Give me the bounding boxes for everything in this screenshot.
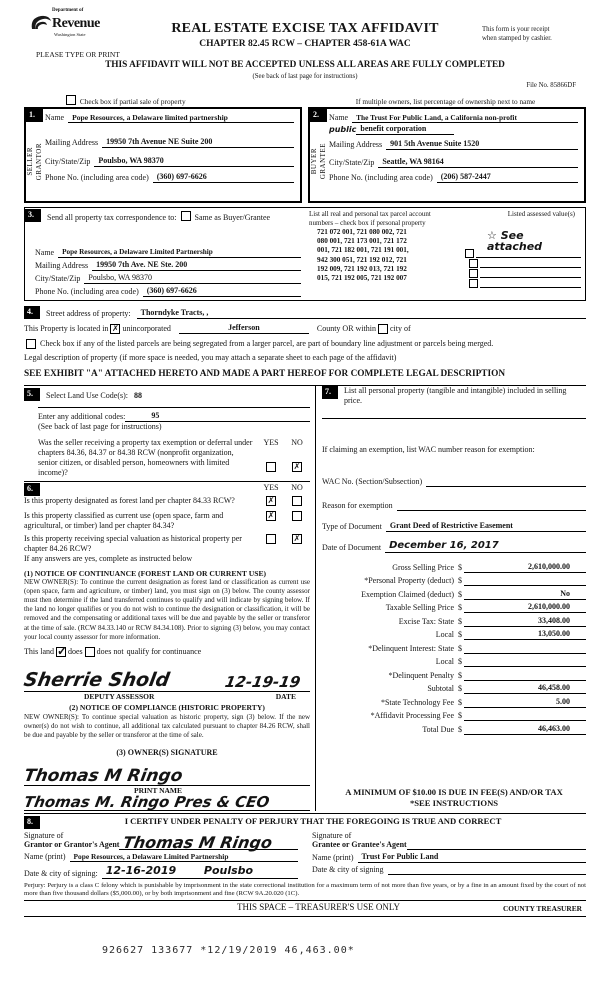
buyer-name-handwritten-public: public bbox=[329, 125, 357, 135]
print-name-handwritten[interactable]: Thomas M. Ringo Pres & CEO bbox=[22, 793, 271, 812]
buyer-side-label-2: GRANTEE bbox=[318, 143, 327, 180]
dollar-sign: $ bbox=[458, 643, 462, 653]
does-label: does bbox=[68, 646, 83, 656]
section8-badge: 8. bbox=[24, 816, 40, 829]
minimum-fee-note-line1: A MINIMUM OF $10.00 IS DUE IN FEE(S) AND/OR TAX bbox=[345, 786, 563, 797]
taxable-selling-price-value[interactable]: 2,610,000.00 bbox=[464, 602, 586, 613]
grantee-name-print-label: Name (print) bbox=[312, 852, 354, 862]
land-use-code-value[interactable]: 88 bbox=[133, 390, 142, 400]
land-use-label: Select Land Use Code(s): bbox=[46, 390, 128, 400]
s3-mailing-label: Mailing Address bbox=[35, 261, 89, 270]
treasurer-stamp: 926627 133677 *12/19/2019 46,463.00* bbox=[102, 944, 355, 956]
dollar-sign: $ bbox=[458, 724, 462, 734]
located-in-label: This Property is located in bbox=[24, 324, 109, 333]
excise-tax-state-value[interactable]: 33,408.00 bbox=[464, 616, 586, 627]
parcel-numbers bbox=[317, 228, 467, 284]
total-due-value[interactable]: 46,463.00 bbox=[464, 724, 586, 735]
exemption-yes-checkbox[interactable] bbox=[266, 462, 276, 472]
receipt-note-line2: when stamped by cashier. bbox=[482, 34, 552, 42]
buyer-csz-label: City/State/Zip bbox=[329, 158, 375, 168]
grantor-date-city-label: Date & city of signing: bbox=[24, 868, 98, 878]
deputy-assessor-signature[interactable]: Sherrie Shold bbox=[22, 668, 172, 691]
parcel-line: 942 300 051, 721 192 012, 721 bbox=[317, 255, 407, 264]
does-not-checkbox[interactable] bbox=[85, 647, 95, 657]
parcel-line: 080 001, 721 173 001, 721 172 bbox=[317, 236, 407, 245]
dollar-sign: $ bbox=[458, 576, 462, 586]
buyer-phone-label: Phone No. (including area code) bbox=[329, 173, 433, 183]
tax-correspondence-row bbox=[41, 209, 270, 223]
personal-property-deduct-value[interactable] bbox=[464, 585, 586, 586]
seller-phone-value[interactable]: (360) 697-6626 bbox=[153, 172, 294, 183]
qualify-row bbox=[24, 643, 310, 658]
dollar-sign: $ bbox=[458, 603, 462, 613]
amount-label: Gross Selling Price bbox=[392, 562, 454, 572]
personal-property-checkbox[interactable] bbox=[465, 249, 474, 258]
grantor-sig-label1: Signature of bbox=[24, 831, 64, 841]
state-technology-fee-value[interactable]: 5.00 bbox=[464, 697, 586, 708]
buyer-grantee-box bbox=[308, 107, 586, 203]
assessed-values-label: Listed assessed value(s) bbox=[507, 210, 575, 218]
assessed-value-line[interactable] bbox=[476, 257, 581, 258]
delinquent-penalty-value[interactable] bbox=[464, 680, 586, 681]
delinquent-interest-local-value[interactable] bbox=[464, 666, 586, 667]
grantor-date-handwritten[interactable]: 12-16-2019 bbox=[102, 864, 200, 879]
grantor-signature[interactable]: Thomas M Ringo bbox=[121, 832, 275, 852]
logo-revenue-wordmark bbox=[30, 14, 140, 32]
county-treasurer-label: COUNTY TREASURER bbox=[502, 904, 582, 914]
affidavit-processing-fee-value[interactable] bbox=[464, 720, 586, 721]
unincorporated-label: unincorporated bbox=[122, 324, 171, 333]
logo-revenue-text: Revenue bbox=[52, 15, 100, 31]
parcel-note-line1: List all real and personal tax parcel account bbox=[309, 210, 431, 218]
seller-name-label: Name bbox=[45, 113, 65, 123]
no-header: NO bbox=[291, 437, 303, 447]
seller-csz-label: City/State/Zip bbox=[45, 157, 91, 167]
county-or-label: County OR within bbox=[316, 324, 376, 333]
s3-name-label: Name bbox=[35, 248, 55, 257]
owners-signature-label: (3) OWNER(S) SIGNATURE bbox=[116, 747, 218, 757]
grantee-sig-label1: Signature of bbox=[312, 831, 352, 841]
section3-box bbox=[24, 207, 586, 301]
buyer-phone-value[interactable]: (206) 587-2447 bbox=[437, 172, 578, 183]
wac-no-label: WAC No. (Section/Subsection) bbox=[322, 476, 423, 486]
additional-codes-label: Enter any additional codes: bbox=[38, 411, 126, 421]
this-land-label: This land bbox=[24, 646, 54, 656]
s3-mailing-value[interactable]: 19950 7th Ave. NE Ste. 200 bbox=[92, 260, 301, 271]
dollar-sign: $ bbox=[458, 670, 462, 680]
grantor-name-print-value[interactable]: Pope Resources, a Delaware Limited Partnership bbox=[70, 852, 298, 862]
does-checkbox[interactable]: ✓ bbox=[57, 643, 68, 658]
see-attached-handwriting: ☆ See attached bbox=[487, 229, 543, 253]
historic-yes-checkbox[interactable] bbox=[266, 534, 276, 544]
buyer-side-label-1: BUYER bbox=[309, 148, 318, 175]
date-label: DATE bbox=[275, 691, 296, 701]
gross-selling-price-value[interactable]: 2,610,000.00 bbox=[464, 562, 586, 573]
same-as-buyer-checkbox[interactable] bbox=[181, 211, 191, 221]
s3-phone-label: Phone No. (including area code) bbox=[35, 287, 139, 296]
grantee-signing-block bbox=[312, 831, 586, 878]
doc-type-value[interactable]: Grant Deed of Restrictive Easement bbox=[386, 521, 586, 532]
if-yes-note: If any answers are yes, complete as instructed below bbox=[24, 553, 193, 563]
current-use-yes-checkbox[interactable]: ✗ bbox=[267, 510, 275, 520]
qualify-label: qualify for continuance bbox=[126, 646, 202, 656]
buyer-name-label: Name bbox=[329, 113, 349, 123]
grantor-sig-label2: Grantor or Grantor's Agent bbox=[24, 840, 120, 850]
amount-label: *Personal Property (deduct) bbox=[364, 576, 454, 586]
does-not-label: does not bbox=[96, 646, 124, 656]
treasurer-space-label: THIS SPACE – TREASURER'S USE ONLY bbox=[236, 902, 400, 913]
s6-yes-header: YES bbox=[263, 482, 279, 492]
amount-label: *State Technology Fee bbox=[380, 697, 454, 707]
parcel-line: 015, 721 192 005, 721 192 007 bbox=[317, 274, 407, 283]
amount-label: Excise Tax: State bbox=[398, 616, 454, 626]
receipt-note-line1: This form is your receipt bbox=[482, 26, 550, 33]
s3-name-value[interactable]: Pope Resources, a Delaware Limited Partnership bbox=[58, 248, 301, 258]
segregated-checkbox[interactable] bbox=[26, 339, 36, 349]
delinquent-interest-state-value[interactable] bbox=[464, 653, 586, 654]
send-correspondence-label: Send all property tax correspondence to: bbox=[47, 213, 177, 222]
legal-description-label: Legal description of property (if more space is needed, you may attach a separate sheet to each page of the affidavit) bbox=[24, 353, 397, 362]
city-of-label: city of bbox=[390, 324, 411, 333]
revenue-swoosh-icon bbox=[30, 14, 52, 32]
dollar-sign: $ bbox=[458, 616, 462, 626]
section1-badge: 1. bbox=[26, 109, 43, 122]
section6-badge: 6. bbox=[24, 483, 40, 496]
dollar-sign: $ bbox=[458, 657, 462, 667]
exemption-no-checkbox[interactable]: ✗ bbox=[293, 461, 301, 471]
dept-revenue-logo bbox=[30, 8, 140, 38]
exemption-question-text: Was the seller receiving a property tax exemption or deferral under chapters 84.36, 84.37 or 84.38 RCW (nonprofit organization, senior citizen, or disabled person, homeowners with limited income)? bbox=[38, 437, 253, 477]
section3-badge: 3. bbox=[25, 209, 41, 222]
partial-sale-label: Check box if partial sale of property bbox=[79, 96, 186, 106]
buyer-mailing-label: Mailing Address bbox=[329, 140, 383, 150]
dollar-sign: $ bbox=[458, 711, 462, 721]
personal-property-checkbox[interactable] bbox=[469, 259, 478, 268]
buyer-csz-value[interactable]: Seattle, WA 98164 bbox=[378, 157, 578, 168]
section7-badge: 7. bbox=[322, 386, 338, 399]
seller-mailing-value[interactable]: 19950 7th Avenue NE Suite 200 bbox=[102, 137, 294, 148]
excise-tax-local-value[interactable]: 13,050.00 bbox=[464, 629, 586, 640]
personal-property-checkbox-rows bbox=[463, 248, 581, 288]
historic-question: Is this property receiving special valuation as historical property per chapter 84.26 RCW? bbox=[24, 533, 242, 553]
wac-no-value[interactable] bbox=[426, 486, 586, 487]
amount-label: Local bbox=[435, 630, 454, 640]
owner-signature[interactable]: Thomas M Ringo bbox=[22, 765, 185, 786]
seller-phone-label: Phone No. (including area code) bbox=[45, 173, 149, 183]
amount-label: Total Due bbox=[422, 724, 454, 734]
minimum-fee-note-line2: *SEE INSTRUCTIONS bbox=[409, 797, 499, 808]
city-checkbox[interactable] bbox=[378, 324, 388, 334]
receipt-note bbox=[482, 26, 582, 44]
forest-yes-checkbox[interactable]: ✗ bbox=[267, 495, 275, 505]
amount-label: *Delinquent Penalty bbox=[388, 670, 454, 680]
deputy-assessor-label: DEPUTY ASSESSOR bbox=[84, 691, 155, 701]
forest-no-checkbox[interactable] bbox=[292, 496, 302, 506]
partial-sale-row bbox=[24, 95, 305, 106]
logo-washington-state: Washington State bbox=[54, 32, 86, 38]
see-back-note: (See back of last page for instructions) bbox=[252, 73, 358, 80]
file-number: File No. 85866DF bbox=[526, 82, 576, 89]
amount-label: Exemption Claimed (deduct) bbox=[361, 589, 454, 599]
right-column bbox=[316, 386, 586, 812]
section5-badge: 5. bbox=[24, 388, 40, 401]
assessed-value-line[interactable] bbox=[480, 287, 581, 288]
current-use-question: Is this property classified as current use (open space, farm and agricultural, or timber) land per chapter 84.34? bbox=[24, 510, 224, 530]
reason-exemption-label: Reason for exemption bbox=[322, 500, 393, 510]
dollar-sign: $ bbox=[458, 562, 462, 572]
personal-property-checkbox[interactable] bbox=[469, 269, 478, 278]
parcel-line: 001, 721 182 001, 721 191 001, bbox=[317, 246, 409, 255]
buyer-name-value-line2[interactable]: benefit corporation bbox=[356, 124, 454, 135]
section2-badge: 2. bbox=[310, 109, 327, 122]
exemption-claimed-value[interactable]: No bbox=[464, 589, 586, 600]
grantee-signature-line[interactable] bbox=[407, 835, 586, 850]
notice2-title: (2) NOTICE OF COMPLIANCE (HISTORIC PROPERTY) bbox=[69, 703, 265, 713]
grantee-date-city-line[interactable] bbox=[388, 874, 586, 875]
print-name-label: PRINT NAME bbox=[134, 785, 182, 795]
section4-badge: 4. bbox=[24, 306, 40, 319]
parcel-line: 192 009, 721 192 013, 721 192 bbox=[317, 264, 407, 273]
grantor-signing-block bbox=[24, 831, 298, 878]
s3-phone-value[interactable]: (360) 697-6626 bbox=[143, 286, 301, 297]
street-address-value[interactable]: Thorndyke Tracts, , bbox=[137, 308, 315, 319]
same-as-buyer-label: Same as Buyer/Grantee bbox=[194, 213, 271, 222]
assessor-date-handwritten[interactable]: 12-19-19 bbox=[223, 672, 302, 691]
amount-label: Taxable Selling Price bbox=[385, 603, 454, 613]
seller-side-label-1: SELLER bbox=[25, 147, 34, 176]
warning-line: THIS AFFIDAVIT WILL NOT BE ACCEPTED UNLESS ALL AREAS ARE FULLY COMPLETED bbox=[105, 60, 505, 70]
subtotal-value[interactable]: 46,458.00 bbox=[464, 683, 586, 694]
notice1-title: (1) NOTICE OF CONTINUANCE (FOREST LAND OR CURRENT USE) bbox=[24, 568, 267, 578]
forest-land-question: Is this property designated as forest land per chapter 84.33 RCW? bbox=[24, 495, 235, 505]
dollar-sign: $ bbox=[458, 684, 462, 694]
amount-label: Local bbox=[435, 657, 454, 667]
form-title: REAL ESTATE EXCISE TAX AFFIDAVIT bbox=[171, 21, 439, 36]
seller-side-label-2: GRANTOR bbox=[34, 142, 43, 181]
county-name-value[interactable]: Jefferson bbox=[179, 323, 309, 334]
partial-sale-checkbox[interactable] bbox=[66, 95, 76, 105]
assessed-value-line[interactable] bbox=[480, 267, 581, 268]
notice2-body: NEW OWNER(S): To continue special valuation as historic property, sign (3) below. If the new owner(s) do not wish to continue, all additional tax calculated pursuant to chapter 84.26 RCW, shall be due and payable by the seller or transferor at the time of sale. bbox=[24, 712, 310, 739]
form-header bbox=[24, 6, 586, 92]
amount-label: *Delinquent Interest: State bbox=[368, 643, 454, 653]
yes-header: YES bbox=[263, 437, 279, 447]
grantee-sig-label2: Grantee or Grantee's Agent bbox=[312, 840, 407, 850]
seller-name-value[interactable]: Pope Resources, a Delaware limited partnership bbox=[68, 113, 294, 123]
seller-grantor-box bbox=[24, 107, 302, 203]
dollar-sign: $ bbox=[458, 630, 462, 640]
grantor-city-handwritten[interactable]: Poulsbo bbox=[200, 864, 298, 879]
section8-area bbox=[24, 813, 586, 957]
assessed-value-line[interactable] bbox=[480, 277, 581, 278]
historic-no-checkbox[interactable]: ✗ bbox=[293, 533, 301, 543]
parcel-note bbox=[309, 210, 469, 228]
section4-area bbox=[24, 306, 586, 386]
street-address-line[interactable] bbox=[315, 318, 586, 319]
doc-type-label: Type of Document bbox=[322, 521, 382, 531]
s6-no-header: NO bbox=[291, 482, 303, 492]
unincorporated-checkbox[interactable]: ✗ bbox=[112, 324, 119, 333]
s3-csz-value[interactable]: Poulsbo, WA 98370 bbox=[84, 273, 301, 284]
reason-exemption-value[interactable] bbox=[397, 510, 586, 511]
exemption-claim-note: If claiming an exemption, list WAC number reason for exemption: bbox=[322, 444, 535, 454]
street-address-label: Street address of property: bbox=[46, 309, 131, 318]
doc-date-handwritten[interactable]: December 16, 2017 bbox=[385, 540, 586, 554]
section5-see-back: (See back of last page for instructions) bbox=[38, 421, 162, 431]
buyer-name-value[interactable]: The Trust For Public Land, a California non-profit bbox=[352, 113, 578, 123]
amount-label: *Affidavit Processing Fee bbox=[370, 711, 454, 721]
perjury-statement: Perjury: Perjury is a class C felony which is punishable by imprisonment in the state correctional institution for a maximum term of not more than five years, or by a fine in an amount fixed by the court of not more than five thousand dollars ($5,000.00), or by both imprisonment and fine (RCW 9A.20.020 (1C). bbox=[24, 882, 586, 902]
seller-mailing-label: Mailing Address bbox=[45, 138, 99, 148]
personal-property-checkbox[interactable] bbox=[469, 279, 478, 288]
multiple-owners-note: If multiple owners, list percentage of ownership next to name bbox=[355, 96, 536, 106]
additional-codes-value[interactable]: 95 bbox=[125, 411, 185, 422]
seller-csz-value[interactable]: Poulsbo, WA 98370 bbox=[94, 156, 294, 167]
certify-statement: I CERTIFY UNDER PENALTY OF PERJURY THAT THE FOREGOING IS TRUE AND CORRECT bbox=[124, 816, 502, 827]
dollar-sign: $ bbox=[458, 589, 462, 599]
logo-department-of: Department of bbox=[52, 8, 84, 13]
parcel-line: 721 072 001, 721 080 002, 721 bbox=[317, 227, 407, 236]
s3-csz-label: City/State/Zip bbox=[35, 274, 81, 283]
please-type-or-print: PLEASE TYPE OR PRINT bbox=[36, 50, 120, 59]
buyer-mailing-value[interactable]: 901 5th Avenue Suite 1520 bbox=[386, 139, 578, 150]
exhibit-a-line: SEE EXHIBIT "A" ATTACHED HERETO AND MADE A PART HEREOF FOR COMPLETE LEGAL DESCRIPTION bbox=[24, 369, 506, 379]
current-use-no-checkbox[interactable] bbox=[292, 511, 302, 521]
parcel-note-line2: numbers – check box if personal property bbox=[309, 218, 426, 227]
personal-property-label: List all personal property (tangible and intangible) included in selling price. bbox=[344, 385, 567, 405]
amounts-table bbox=[322, 559, 586, 735]
segregated-label: Check box if any of the listed parcels are being segregated from a larger parcel, are part of boundary line adjustment or parcels being merged. bbox=[40, 339, 494, 348]
doc-date-label: Date of Document bbox=[322, 543, 382, 553]
personal-property-blank-line[interactable] bbox=[322, 406, 586, 419]
amount-label: Subtotal bbox=[427, 684, 454, 694]
additional-codes-line[interactable] bbox=[185, 421, 310, 422]
grantee-date-city-label: Date & city of signing bbox=[312, 864, 384, 874]
notice1-body: NEW OWNER(S): To continue the current designation as forest land or classification as current use (open space, farm and agriculture, or timber) land, you must sign on (3) below. The county assessor must then determine if the land transferred continues to qualify and will indicate by signing below. If the land no longer qualifies or you do not wish to continue the designation or classification, it will be removed and the compensating or additional taxes will be due and payable by the seller or transferor at the time of sale. (RCW 84.33.140 or RCW 84.34.108). Prior to signing (3) below, you may contact your local county assessor for more information. bbox=[24, 578, 310, 641]
left-column bbox=[24, 386, 316, 812]
form-chapter: CHAPTER 82.45 RCW – CHAPTER 458-61A WAC bbox=[199, 38, 411, 49]
grantee-name-print-value[interactable]: Trust For Public Land bbox=[358, 852, 586, 863]
dollar-sign: $ bbox=[458, 697, 462, 707]
grantor-name-print-label: Name (print) bbox=[24, 851, 66, 861]
